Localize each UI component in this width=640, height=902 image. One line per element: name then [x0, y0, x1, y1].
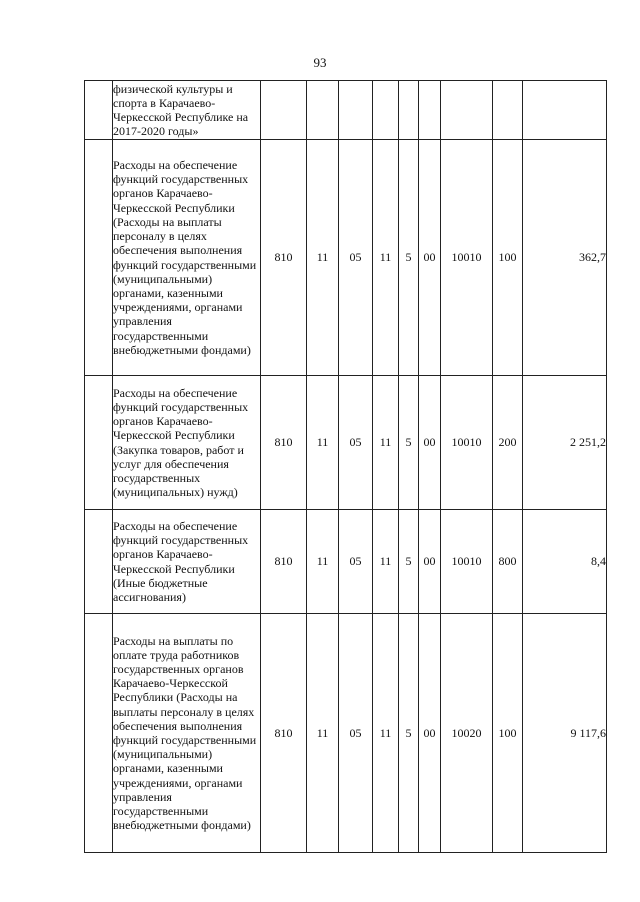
section-cell: 11 [307, 614, 339, 853]
direction-cell: 10010 [441, 140, 493, 376]
section-cell: 11 [307, 376, 339, 510]
section-cell: 11 [307, 140, 339, 376]
amount-cell: 8,4 [523, 510, 607, 614]
blank-cell [85, 81, 113, 140]
ministry-code-cell: 810 [261, 614, 307, 853]
measure-cell: 00 [419, 614, 441, 853]
page-number: 93 [313, 55, 327, 70]
expense-type-cell: 100 [493, 140, 523, 376]
description-cell: Расходы на обеспечение функций государственных органов Карачаево-Черкесской Республики (Расходы на выплаты персоналу в целях обеспечения выполнения функций государственными (муниципальными) органами, казенными учреждениями, органами управления государственными внебюджетными фондами) [113, 140, 261, 376]
expense-type-cell: 200 [493, 376, 523, 510]
subsection-cell: 05 [339, 376, 373, 510]
measure-cell: 00 [419, 140, 441, 376]
program-cell [373, 81, 399, 140]
section-cell [307, 81, 339, 140]
blank-cell [85, 510, 113, 614]
table-row [85, 140, 607, 376]
program-cell: 11 [373, 614, 399, 853]
amount-cell: 9 117,6 [523, 614, 607, 853]
amount-cell: 362,7 [523, 140, 607, 376]
expense-type-cell [493, 81, 523, 140]
measure-cell: 00 [419, 510, 441, 614]
blank-cell [85, 376, 113, 510]
ministry-code-cell [261, 81, 307, 140]
table-row [85, 376, 607, 510]
direction-cell: 10010 [441, 376, 493, 510]
table-row [85, 510, 607, 614]
subprogram-cell: 5 [399, 510, 419, 614]
ministry-code-cell: 810 [261, 140, 307, 376]
measure-cell [419, 81, 441, 140]
description-cell: Расходы на выплаты по оплате труда работников государственных органов Карачаево-Черкесской Республики (Расходы на выплаты персоналу в целях обеспечения выполнения функций государственными (муниципальными) органами, казенными учреждениями, органами управления государственными внебюджетными фондами) [113, 614, 261, 853]
description-cell: Расходы на обеспечение функций государственных органов Карачаево-Черкесской Республики (Закупка товаров, работ и услуг для обеспечения государственных (муниципальных) нужд) [113, 376, 261, 510]
subprogram-cell [399, 81, 419, 140]
ministry-code-cell: 810 [261, 510, 307, 614]
direction-cell [441, 81, 493, 140]
program-cell: 11 [373, 510, 399, 614]
direction-cell: 10010 [441, 510, 493, 614]
program-cell: 11 [373, 376, 399, 510]
description-cell: Расходы на обеспечение функций государственных органов Карачаево-Черкесской Республики (Иные бюджетные ассигнования) [113, 510, 261, 614]
expense-type-cell: 800 [493, 510, 523, 614]
subsection-cell [339, 81, 373, 140]
subsection-cell: 05 [339, 140, 373, 376]
subsection-cell: 05 [339, 614, 373, 853]
section-cell: 11 [307, 510, 339, 614]
ministry-code-cell: 810 [261, 376, 307, 510]
blank-cell [85, 140, 113, 376]
budget-table [84, 80, 607, 853]
subprogram-cell: 5 [399, 140, 419, 376]
direction-cell: 10020 [441, 614, 493, 853]
expense-type-cell: 100 [493, 614, 523, 853]
measure-cell: 00 [419, 376, 441, 510]
table-row [85, 614, 607, 853]
blank-cell [85, 614, 113, 853]
subprogram-cell: 5 [399, 614, 419, 853]
subsection-cell: 05 [339, 510, 373, 614]
program-cell: 11 [373, 140, 399, 376]
amount-cell: 2 251,2 [523, 376, 607, 510]
amount-cell [523, 81, 607, 140]
table-row [85, 81, 607, 140]
subprogram-cell: 5 [399, 376, 419, 510]
description-cell: физической культуры и спорта в Карачаево-Черкесской Республике на 2017-2020 годы» [113, 81, 261, 140]
